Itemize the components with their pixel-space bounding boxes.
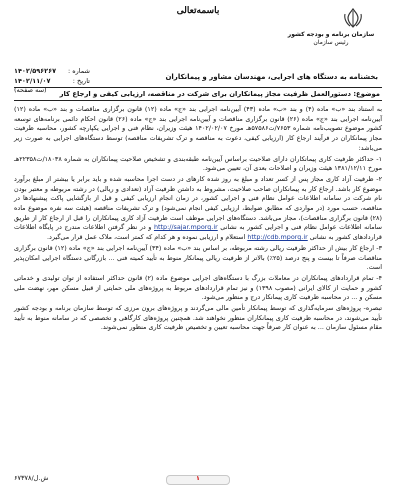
paragraph-4: ۴- تمام قراردادهای پیمانکاران در معاملات بزرگ با دستگاه‌های اجرایی موضوع ماده (۲) قانون حداکثر استفاده از توان تولیدی و خدماتی کشور و حمایت از کالای ایرانی (مصوب ۱۳۹۸) و نیز تمام قراردادهای مربوط به پروژه‌های ملی حمایتی از قبیل مسکن مهر، نهضت ملی مسکن و ... در محاسبه ظرفیت کاری پیمانکار درج و منظور می‌شود. — [14, 273, 382, 302]
page-number-bar — [166, 475, 230, 485]
number-value: ۱۴۰۲/۵۹۶۲۶۷ — [14, 67, 57, 75]
basmala: باسمه‌تعالی — [176, 6, 220, 16]
letterhead — [14, 0, 382, 64]
org-name-line: سازمان برنامه و بودجه کشور — [287, 31, 375, 38]
cdb-link[interactable]: http://cdb.mporg.ir — [247, 233, 308, 242]
paragraph-2-text: ۲- ظرفیت آزاد کاری مجاز پس از کسر تعداد و مبلغ به روز شده کارهای در دست اجرا محاسبه شده و باید برابر یا بیشتر از مبلغ برآورد موضوع کار باشد. ارجاع کار به پیمانکاران صاحب صلاحیت، مشروط به داشتن ظرفیت آزاد (تعدادی و ریالی) در رشته مربوطه و معتبر بودن نام شرکت در سامانه اطلاعات عوامل نظام فنی و اجرایی کشور، در زمان انجام ارزیابی کیفی و قبل از بازگشایی پاکت پیشنهادها در مناقصه، حسب مورد (در مواردی که مطابق ضوابط، ارزیابی کیفی انجام نمی‌شود) و ترک تشریفات مناقصه (هیئت سه نفره موضوع ماده (۲۸) قانون برگزاری مناقصات)، مجاز می‌باشد. دستگاه‌های اجرایی موظف است ظرفیت آزاد کاری پیمانکاران را قبل از ارجاع کار از طریق سامانه اطلاعات عوامل نظام فنی و اجرایی کشور به نشانی — [14, 174, 382, 232]
paragraph-2-text-c: استعلام و ارزیابی نموده و هر کدام که کمتر است، ملاک عمل قرار می‌گیرد. — [47, 233, 246, 242]
page-number: ۱ — [196, 475, 200, 482]
letter-body — [14, 105, 382, 333]
document-code: ش.ل/۶۷۳۷۸ — [14, 474, 49, 482]
date-row — [14, 77, 90, 87]
page-footer — [14, 474, 382, 488]
pages-note: (سه صفحه) — [14, 86, 47, 94]
org-title-line: رئیس سازمان — [313, 39, 349, 46]
number-label: شماره : — [68, 67, 90, 75]
paragraph-3: ۳- ارجاع کار بیش از حداکثر ظرفیت ریالی رشته مربوطه، بر اساس بند «ب» ماده (۳۴) آیین‌نامه اجرایی بند «ج» ماده (۱۲) قانون برگزاری مناقصات صرفاً تا بیست و پنج درصد (۲۵٪) بالاتر از ظرفیت ریالی پیمانکار منوط به تأیید کمیته فنی ... بازرگانی دستگاه اجرایی امکان‌پذیر است. — [14, 243, 382, 272]
date-label: تاریخ : — [72, 76, 90, 85]
organization-name — [286, 31, 376, 47]
paragraph-note: تبصره- پروژه‌های سرمایه‌گذاری که توسط پیمانکار تأمین مالی می‌گردند و پروژه‌های برون مرزی که توسط سازمان برنامه و بودجه کشور تأیید می‌شوند، در محاسبه ظرفیت کاری پیمانکاران منظور نخواهند شد. همچنین پروژه‌های کارگاهی و تخصصی که در سامانه منوط به تأیید مقام مسئول سازمان ... به عنوان کار صرفاً جهت محاسبه تعیین و تخصیص ظرفیت کاری منظور نمی‌شوند. — [14, 304, 382, 332]
paragraph-2 — [14, 175, 382, 243]
subject-text: دستورالعمل ظرفیت مجاز پیمانکاران برای شرکت در مناقصه، ارزیابی کیفی و ارجاع کار — [59, 90, 351, 98]
paragraph-1: ۱- حداکثر ظرفیت کاری پیمانکاران دارای صلاحیت براساس آیین‌نامه طبقه‌بندی و تشخیص صلاحیت پیمانکاران به شماره ۱۸۰۳۸/ت۲۲۳۵۸هـ مورخ ۱۳۸۱/۱۲/۱۱ هیئت وزیران و اصلاحات بعدی آن، تعیین می‌شود. — [14, 154, 382, 173]
letter-meta — [14, 67, 90, 96]
subject-label: موضوع: — [353, 90, 380, 98]
paragraph-intro: به استناد بند «ب» ماده (۴) و بند «ب» ماده (۴۳) آیین‌نامه اجرایی بند «ج» ماده (۱۲) قانون برگزاری مناقصات و بند «ب» ماده (۱۲) آیین‌نامه اجرایی بند «ج» ماده (۲۶) قانون برگزاری مناقصات و آیین‌نامه اجرایی بند «ج» ماده (۲۶) قانون احکام دائمی برنامه‌های توسعه کشور موضوع تصویب‌نامه شماره ۷۶۵۳/ت۵۷۵۸۶هـ مورخ ۱۴۰۲/۰۲/۰۷ هیئت وزیران، نظام فنی و اجرایی یکپارچه کشور، محاسبه ظرفیت مجاز پیمانکاران در فرآیند ارجاع کار (ارزیابی کیفی، دعوت به مناقصه و ترک تشریفات مناقصه) توسط دستگاه‌های اجرایی به صورت زیر می‌باشد: — [14, 105, 383, 152]
paragraph-2-text-b: و در نظر گرفتن اطلاعات مندرج در پایگاه اطلاعات قراردادهای کشور به نشانی — [14, 223, 382, 242]
number-row — [14, 67, 90, 77]
date-value: ۱۴۰۲/۱۱/۰۷ — [14, 76, 51, 85]
recipients: بخشنامه به دستگاه های اجرایی، مهندسان مشاور و پیمانکاران — [165, 73, 378, 81]
sajar-link[interactable]: http://sajar.mporg.ir — [153, 223, 218, 232]
